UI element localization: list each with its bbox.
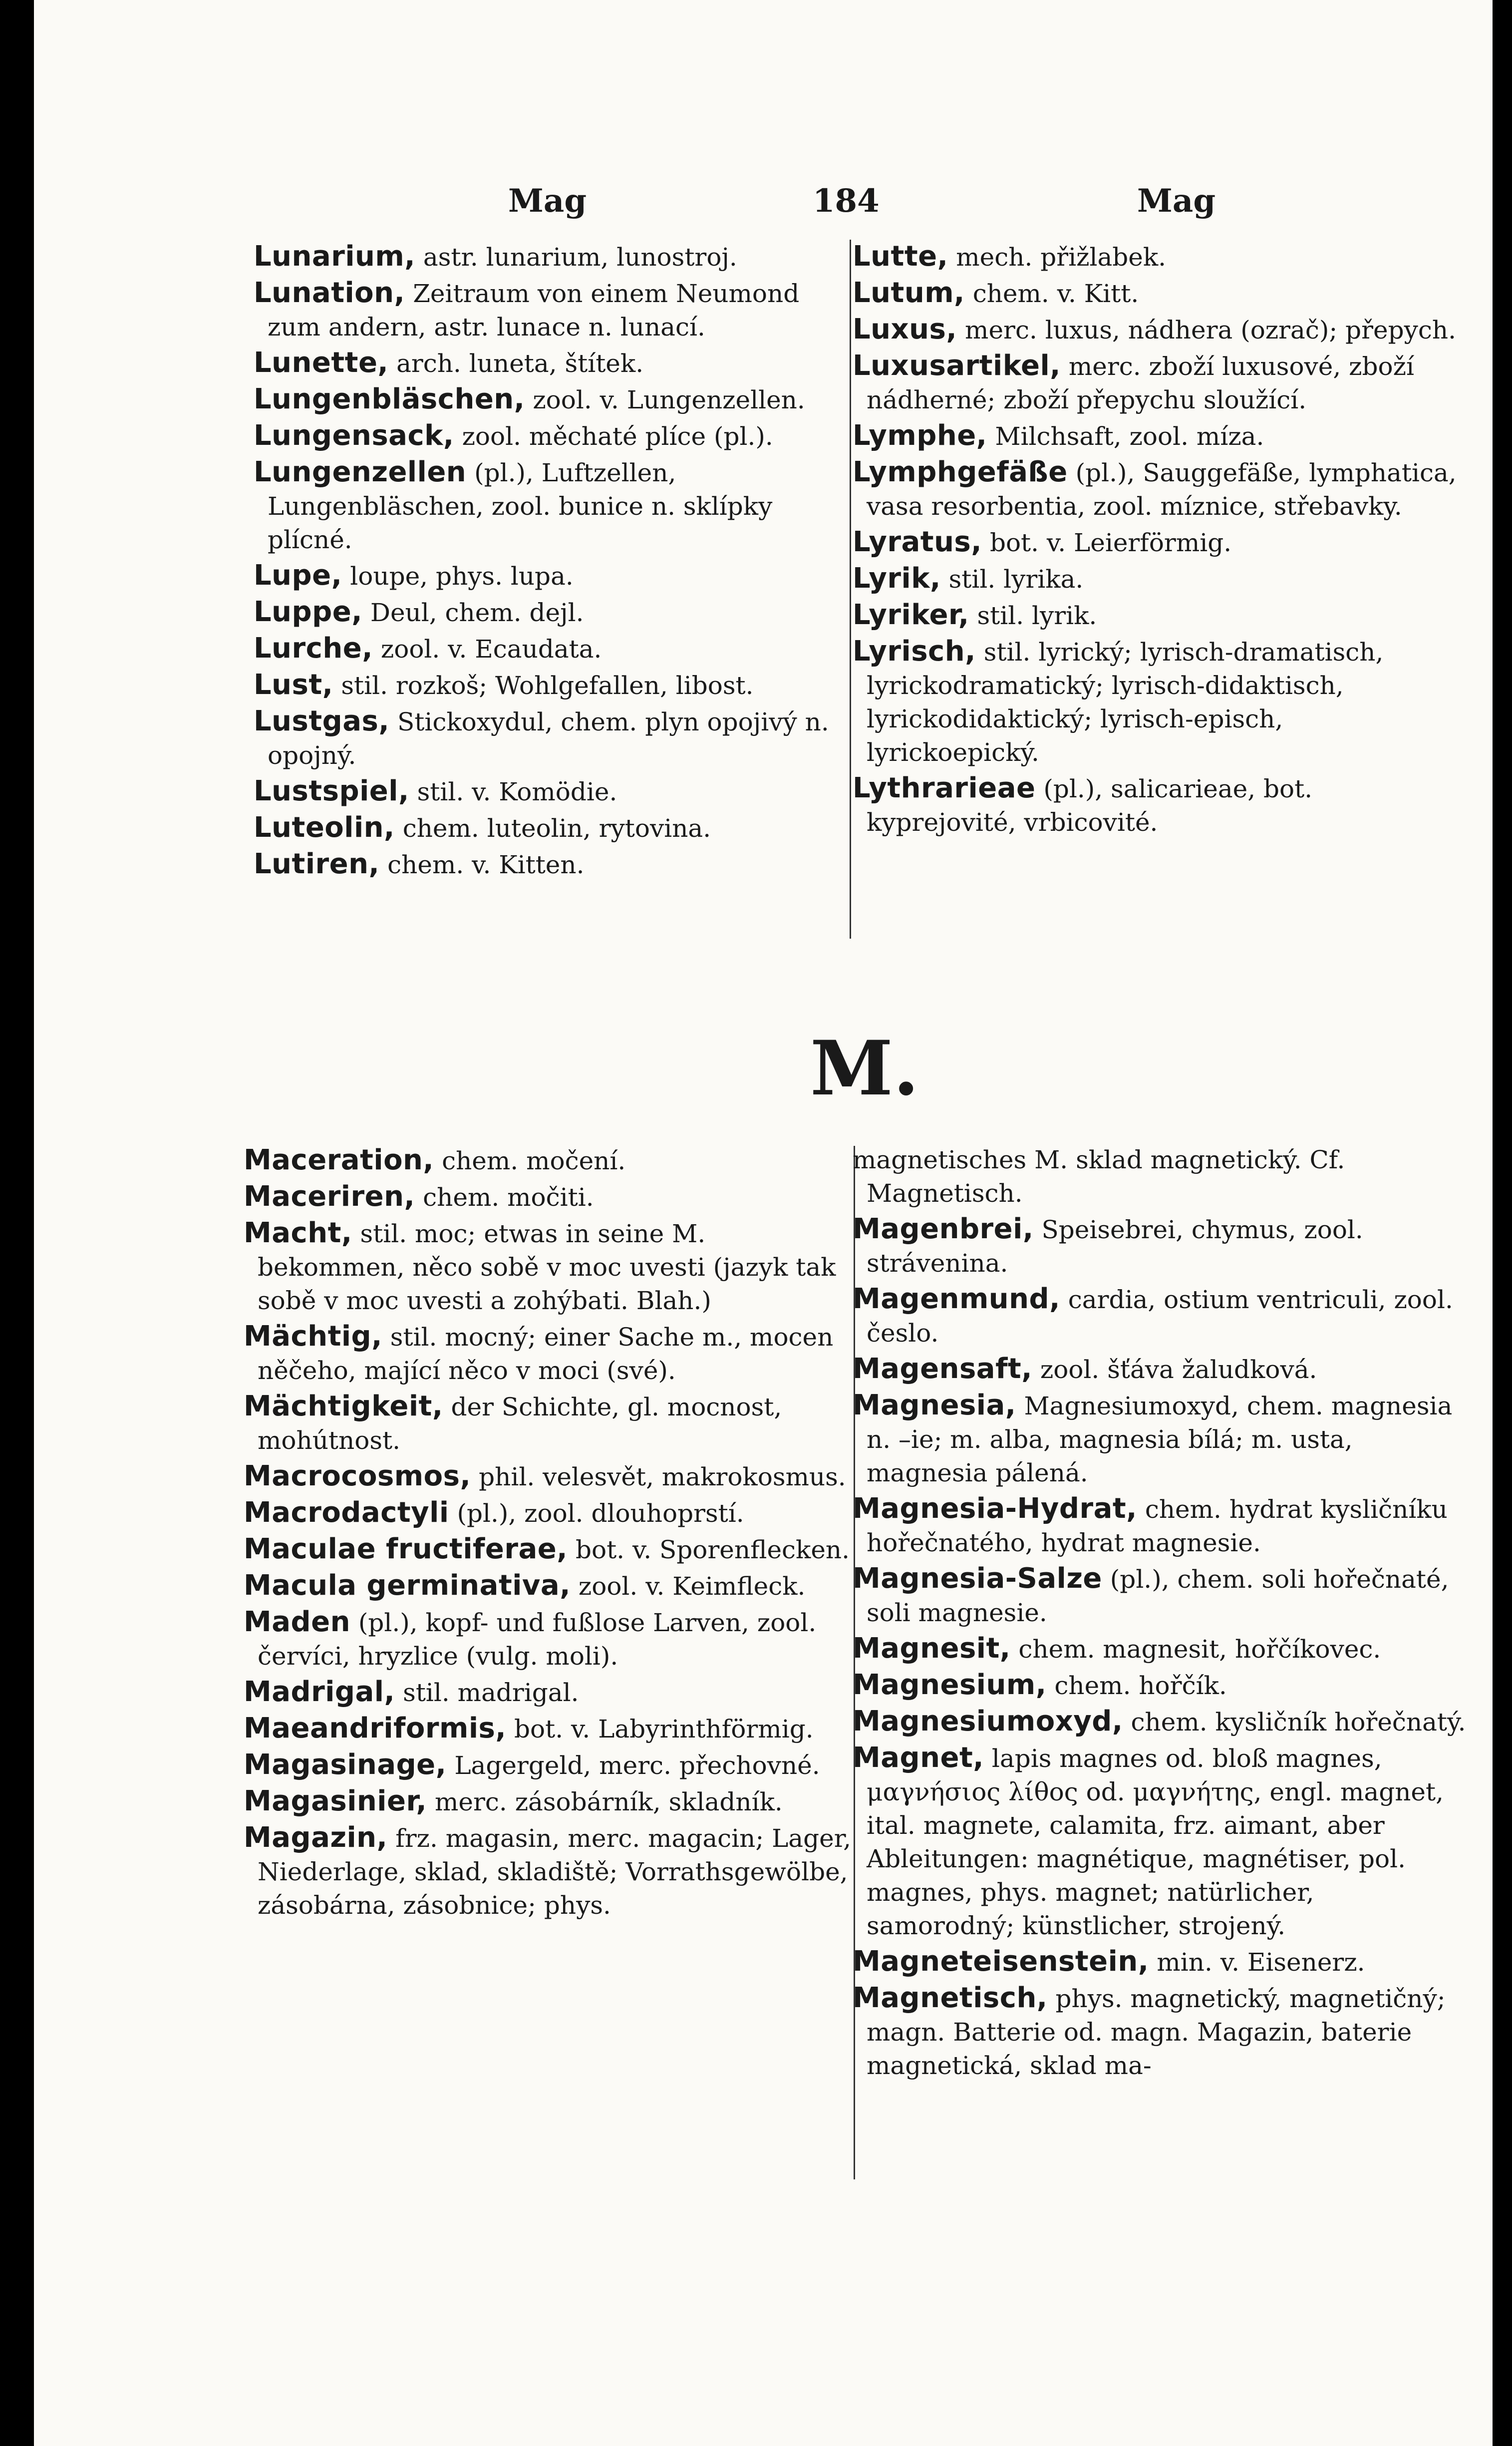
entry-definition: zool. v. Keimfleck. — [570, 1572, 806, 1601]
entry-headword: Magasinier, — [244, 1785, 427, 1817]
entry-headword: Lyrik, — [853, 562, 941, 595]
dictionary-entry — [244, 1675, 858, 1710]
dictionary-entry — [254, 240, 858, 274]
dictionary-entry — [254, 595, 858, 630]
entry-headword: Mächtigkeit, — [244, 1390, 443, 1422]
entry-definition: chem. močiti. — [415, 1183, 594, 1212]
entry-headword: Lungensack, — [254, 419, 454, 452]
entry-headword: Mächtig, — [244, 1320, 382, 1353]
dictionary-entry — [254, 276, 858, 344]
entry-headword: Macrodactyli — [244, 1496, 449, 1529]
entry-definition: phys. magnetický, magnetičný; magn. Batterie od. magn. Magazin, baterie magnetická, sklad ma- — [867, 1984, 1446, 2080]
dictionary-entry — [244, 1748, 858, 1782]
entry-headword: Lunation, — [254, 277, 405, 309]
entry-headword: Macht, — [244, 1217, 352, 1249]
dictionary-entry — [853, 276, 1462, 311]
entry-definition: zool. v. Lungenzellen. — [525, 385, 805, 414]
entry-headword: Lungenbläschen, — [254, 383, 525, 415]
entry-headword: Magnesia-Salze — [853, 1562, 1102, 1595]
dictionary-entry — [853, 525, 1462, 560]
entry-definition: chem. luteolin, rytovina. — [394, 814, 711, 843]
dictionary-entry — [853, 1492, 1467, 1560]
entry-definition: chem. v. Kitten. — [379, 850, 585, 879]
entry-headword: Lythrarieae — [853, 772, 1036, 804]
entry-definition: zool. měchaté plíce (pl.). — [454, 422, 773, 451]
entry-headword: Magnetisch, — [853, 1982, 1048, 2014]
entry-definition: frz. magasin, merc. magacin; Lager, Niederlage, sklad, skladiště; Vorrathsgewölbe, zásobárna, zásobnice; phys. — [258, 1824, 852, 1920]
entry-headword: Magnesia, — [853, 1389, 1016, 1421]
scan-border-right — [1493, 0, 1512, 2446]
entry-definition: loupe, phys. lupa. — [342, 562, 574, 591]
dictionary-entry — [853, 1668, 1467, 1703]
entry-definition: stil. rozkoš; Wohlgefallen, libost. — [333, 671, 754, 700]
entry-headword: Magenmund, — [853, 1283, 1060, 1315]
entry-headword: Lustgas, — [254, 705, 390, 737]
dictionary-entry — [244, 1712, 858, 1746]
entry-headword: Macula germinativa, — [244, 1569, 571, 1602]
entry-headword: Maceriren, — [244, 1180, 415, 1213]
entry-headword: Lymphe, — [853, 419, 987, 452]
entry-definition: chem. kysličník hořečnatý. — [1123, 1708, 1466, 1737]
entry-headword: Luxus, — [853, 313, 957, 346]
dictionary-entry — [254, 346, 858, 380]
header-left-guideword: Mag — [508, 182, 587, 220]
entry-definition: bot. v. Leierförmig. — [982, 528, 1232, 557]
section-letter: M. — [810, 1025, 919, 1112]
dictionary-entry — [244, 1569, 858, 1603]
entry-definition: merc. zásobárník, skladník. — [427, 1787, 783, 1816]
entry-headword: Lupe, — [254, 559, 342, 592]
dictionary-entry — [254, 419, 858, 453]
dictionary-entry — [853, 240, 1462, 274]
entry-definition: bot. v. Labyrinthförmig. — [506, 1715, 814, 1744]
entry-headword: Luteolin, — [254, 811, 395, 844]
entry-headword: Magnesia-Hydrat, — [853, 1492, 1137, 1525]
dictionary-entry — [853, 635, 1462, 769]
dictionary-entry — [853, 1389, 1467, 1490]
dictionary-entry — [254, 455, 858, 557]
entry-definition: merc. zboží luxusové, zboží nádherné; zboží přepychu sloužící. — [867, 352, 1414, 414]
entry-definition: Lagergeld, merc. přechovné. — [446, 1751, 820, 1780]
entry-definition: cardia, ostium ventriculi, zool. česlo. — [867, 1285, 1453, 1348]
entry-headword: Magneteisenstein, — [853, 1945, 1149, 1978]
dictionary-entry — [853, 1143, 1467, 1210]
dictionary-entry — [853, 349, 1462, 417]
dictionary-entry — [853, 1562, 1467, 1630]
entry-definition: astr. lunarium, lunostroj. — [415, 243, 737, 272]
entry-headword: Luppe, — [254, 596, 362, 628]
dictionary-entry — [853, 313, 1462, 347]
dictionary-entry — [853, 455, 1462, 523]
scan-border-left — [0, 0, 34, 2446]
entry-headword: Maculae fructiferae, — [244, 1533, 568, 1565]
entry-headword: Lurche, — [254, 632, 373, 665]
entry-definition: phil. velesvět, makrokosmus. — [471, 1462, 846, 1491]
entry-definition: stil. moc; etwas in seine M. bekommen, něco sobě v moc uvesti (jazyk tak sobě v moc uvesti a zohýbati. Blah.) — [258, 1219, 836, 1315]
dictionary-entry — [244, 1821, 858, 1922]
dictionary-entry — [254, 632, 858, 666]
dictionary-entry — [853, 1705, 1467, 1739]
entry-headword: Lutum, — [853, 277, 965, 309]
page-header — [34, 182, 1493, 227]
column-bottom-left — [244, 1143, 858, 1924]
entry-definition: zool. v. Ecaudata. — [372, 635, 602, 664]
entry-headword: Magasinage, — [244, 1748, 447, 1781]
entry-definition: Speisebrei, chymus, zool. strávenina. — [867, 1215, 1363, 1278]
entry-headword: Magnesiumoxyd, — [853, 1705, 1123, 1738]
entry-definition: stil. lyrika. — [940, 565, 1084, 594]
dictionary-entry — [853, 1352, 1467, 1387]
dictionary-entry — [254, 811, 858, 845]
dictionary-entry — [244, 1320, 858, 1388]
entry-headword: Magnesit, — [853, 1632, 1011, 1665]
header-right-guideword: Mag — [1137, 182, 1216, 220]
entry-definition: stil. mocný; einer Sache m., mocen něčeho, mající něco v moci (své). — [258, 1323, 834, 1385]
dictionary-entry — [853, 562, 1462, 596]
entry-headword: Lyrisch, — [853, 635, 976, 668]
entry-headword: Lust, — [254, 669, 333, 701]
entry-definition: (pl.), kopf- und fußlose Larven, zool. červíci, hryzlice (vulg. moli). — [258, 1608, 817, 1671]
entry-definition: arch. luneta, štítek. — [388, 349, 644, 378]
entry-definition: stil. lyrik. — [969, 601, 1097, 630]
entry-headword: Madrigal, — [244, 1676, 395, 1708]
dictionary-entry — [853, 598, 1462, 633]
entry-definition: stil. v. Komödie. — [409, 777, 617, 806]
column-top-right — [853, 240, 1462, 841]
entry-headword: Macrocosmos, — [244, 1460, 471, 1492]
entry-definition: chem. v. Kitt. — [964, 279, 1139, 308]
dictionary-entry — [853, 1282, 1467, 1350]
entry-headword: Maeandriformis, — [244, 1712, 507, 1745]
dictionary-entry — [254, 847, 858, 882]
entry-definition: merc. luxus, nádhera (ozrač); přepych. — [957, 316, 1456, 345]
dictionary-entry — [853, 1212, 1467, 1280]
dictionary-page — [34, 0, 1493, 2446]
entry-definition: stil. lyrický; lyrisch-dramatisch, lyrickodramatický; lyrisch-didaktisch, lyrickodidaktický; lyrisch-episch, lyrickoepický. — [867, 638, 1384, 767]
entry-headword: Maceration, — [244, 1144, 434, 1176]
entry-headword: Magnesium, — [853, 1669, 1047, 1701]
entry-headword: Lunette, — [254, 347, 389, 379]
entry-headword: Magnet, — [853, 1742, 984, 1774]
entry-definition: Stickoxydul, chem. plyn opojivý n. opojný. — [268, 707, 829, 770]
dictionary-entry — [244, 1390, 858, 1457]
entry-headword: Magazin, — [244, 1821, 388, 1854]
entry-headword: Maden — [244, 1606, 350, 1638]
entry-definition: (pl.), salicarieae, bot. kyprejovité, vrbicovité. — [867, 774, 1313, 837]
page-number: 184 — [813, 182, 880, 220]
dictionary-entry — [244, 1459, 858, 1494]
entry-definition: Milchsaft, zool. míza. — [987, 422, 1264, 451]
dictionary-entry — [853, 419, 1462, 453]
entry-definition: chem. magnesit, hořčíkovec. — [1010, 1635, 1381, 1664]
entry-definition: Zeitraum von einem Neumond zum andern, astr. lunace n. lunací. — [268, 279, 800, 342]
entry-headword: Lyratus, — [853, 526, 982, 558]
dictionary-entry — [244, 1496, 858, 1530]
column-top-left — [254, 240, 858, 884]
entry-definition: (pl.), Sauggefäße, lymphatica, vasa resorbentia, zool. míznice, střebavky. — [867, 458, 1457, 521]
dictionary-entry — [853, 1945, 1467, 1979]
entry-headword: Lustspiel, — [254, 775, 409, 807]
entry-definition: magnetisches M. sklad magnetický. Cf. Magnetisch. — [853, 1145, 1345, 1208]
entry-headword: Magensaft, — [853, 1353, 1032, 1385]
entry-definition: min. v. Eisenerz. — [1149, 1948, 1365, 1977]
entry-definition: stil. madrigal. — [395, 1678, 579, 1707]
entry-definition: (pl.), Luftzellen, Lungenbläschen, zool. bunice n. sklípky plícné. — [268, 458, 773, 554]
entry-headword: Magenbrei, — [853, 1213, 1034, 1245]
dictionary-entry — [254, 668, 858, 702]
entry-definition: bot. v. Sporenflecken. — [568, 1535, 850, 1564]
dictionary-entry — [254, 704, 858, 772]
dictionary-entry — [853, 771, 1462, 839]
dictionary-entry — [254, 382, 858, 417]
column-divider-top — [850, 240, 851, 939]
entry-definition: Magnesiumoxyd, chem. magnesia n. –ie; m. alba, magnesia bílá; m. usta, magnesia pálená. — [867, 1392, 1453, 1487]
dictionary-entry — [853, 1741, 1467, 1943]
entry-definition: Deul, chem. dejl. — [362, 598, 584, 627]
entry-definition: (pl.), chem. soli hořečnaté, soli magnesie. — [867, 1565, 1449, 1627]
dictionary-entry — [853, 1632, 1467, 1666]
entry-definition: chem. hořčík. — [1046, 1671, 1227, 1700]
entry-definition: der Schichte, gl. mocnost, mohútnost. — [258, 1393, 782, 1455]
dictionary-entry — [853, 1981, 1467, 2083]
entry-headword: Lungenzellen — [254, 456, 467, 488]
dictionary-entry — [254, 774, 858, 809]
dictionary-entry — [244, 1605, 858, 1673]
column-bottom-right — [853, 1143, 1467, 2085]
dictionary-entry — [244, 1143, 858, 1178]
dictionary-entry — [244, 1180, 858, 1214]
entry-definition: (pl.), zool. dlouhoprstí. — [449, 1499, 744, 1528]
entry-definition: zool. šťáva žaludková. — [1032, 1355, 1317, 1384]
entry-headword: Lyriker, — [853, 599, 969, 631]
entry-headword: Lunarium, — [254, 240, 416, 273]
entry-headword: Lutiren, — [254, 848, 380, 880]
entry-headword: Luxusartikel, — [853, 349, 1061, 382]
entry-definition: lapis magnes od. bloß magnes, μαγνήσιος λίθος od. μαγνήτης, engl. magnet, ital. magnete, calamita, frz. aimant, aber Ableitungen: magnétique, magnétiser, pol. magnes, phys. magnet; natürlicher, samorodný; künstlicher, strojený. — [867, 1744, 1444, 1940]
entry-definition: chem. močení. — [434, 1146, 626, 1175]
dictionary-entry — [244, 1784, 858, 1819]
dictionary-entry — [244, 1216, 858, 1318]
entry-headword: Lutte, — [853, 240, 948, 273]
entry-definition: chem. hydrat kysličníku hořečnatého, hydrat magnesie. — [867, 1495, 1448, 1557]
dictionary-entry — [254, 559, 858, 593]
dictionary-entry — [244, 1532, 858, 1567]
entry-headword: Lymphgefäße — [853, 456, 1068, 488]
entry-definition: mech. přižlabek. — [948, 243, 1167, 272]
